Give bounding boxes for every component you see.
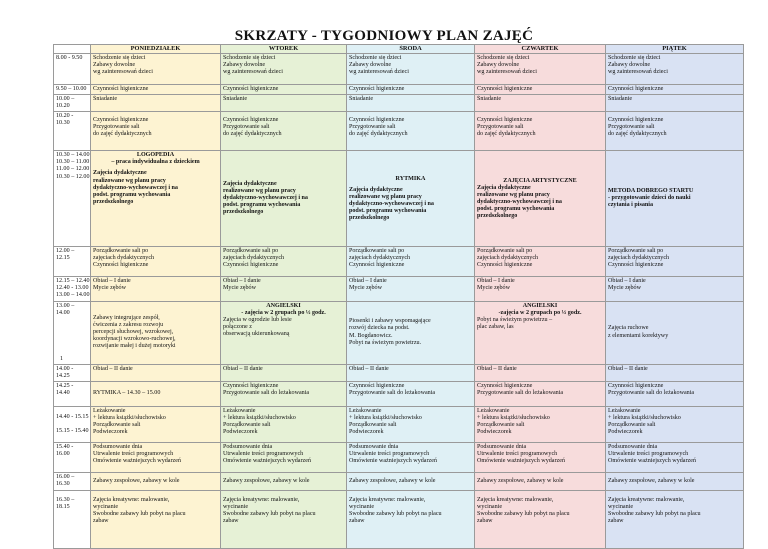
activity-cell — [347, 301, 475, 364]
activity-cell: Czynności higieniczne — [606, 85, 744, 95]
activity-line: zajęciach dydaktycznych — [477, 255, 539, 262]
activity-cell — [347, 54, 475, 85]
activity-cell: Śniadanie — [221, 95, 347, 112]
time-cell — [54, 406, 91, 442]
activity-cell: Obiad – II danie — [347, 364, 475, 381]
activity-line: przedszkolnego — [477, 212, 518, 219]
activity-heading: ANGIELSKI — [266, 302, 301, 309]
activity-line: Leżakowanie — [608, 407, 641, 414]
activity-line: obserwacją ukierunkowaną — [223, 330, 290, 337]
activity-line: Leżakowanie — [223, 407, 256, 414]
day-header-thursday: CZWARTEK — [475, 45, 606, 54]
activity-cell: Obiad – II danie — [221, 364, 347, 381]
activity-line: dydaktyczno-wychowawczej i na — [93, 184, 178, 191]
day-header-tuesday: WTOREK — [221, 45, 347, 54]
activity-line: podst. programu wychowania — [223, 202, 301, 209]
time-line: 12.15 – 12.40 — [56, 278, 90, 285]
activity-line: Schodzenie się dzieci — [223, 55, 276, 61]
activity-cell: Obiad – II danie — [475, 364, 606, 381]
activity-cell — [347, 381, 475, 406]
weekly-plan-table — [53, 44, 744, 549]
activity-line: Zajęcia dydaktyczne — [349, 186, 403, 193]
activity-line: Utrwalenie treści programowych — [349, 450, 430, 457]
activity-line: Podsumowanie dnia — [477, 443, 527, 450]
row-marker: 1 — [60, 356, 64, 363]
activity-line: Porządkowanie sali — [93, 421, 141, 428]
activity-line: Omówienie ważniejszych wydarzeń — [349, 457, 437, 464]
schedule-row — [54, 442, 744, 472]
time-line: 14.40 - 15.15 — [56, 413, 89, 420]
activity-cell — [606, 54, 744, 85]
activity-line: Zajęcia dydaktyczne — [223, 181, 277, 188]
activity-cell — [347, 442, 475, 472]
activity-line: Omówienie ważniejszych wydarzeń — [608, 457, 696, 464]
activity-line: Czynności higieniczne — [223, 117, 279, 124]
activity-line: zabaw — [349, 518, 365, 525]
activity-heading: RYTMIKA — [395, 175, 426, 182]
activity-line: Podsumowanie dnia — [349, 443, 399, 450]
schedule-row — [54, 301, 744, 364]
activity-line: wg zainteresowań dzieci — [477, 69, 537, 76]
time-line: 10.30 – 11.00 — [56, 159, 90, 166]
activity-line: Obiad – I danie — [223, 278, 261, 285]
day-header-monday: PONIEDZIAŁEK — [91, 45, 221, 54]
activity-line: wycinanie — [93, 503, 119, 510]
activity-line: Obiad – I danie — [608, 278, 646, 285]
activity-cell: Śniadanie — [475, 95, 606, 112]
activity-cell — [475, 301, 606, 364]
activity-line: do zajęć dydaktycznych — [477, 131, 536, 138]
activity-cell: RYTMIKA – 14.30 – 15.00 — [91, 381, 221, 406]
header-row — [54, 45, 744, 54]
time-line: 10.30 – 14.00 — [56, 152, 90, 159]
activity-cell — [606, 490, 744, 548]
activity-line: zabaw — [93, 518, 109, 525]
activity-line: podst. programu wychowania — [349, 207, 427, 214]
time-label: 13.00 – 14.00 — [56, 302, 75, 316]
activity-cell — [91, 301, 221, 364]
schedule-row — [54, 247, 744, 277]
schedule-row — [54, 112, 744, 151]
activity-line: Schodzenie się dzieci — [349, 55, 402, 61]
activity-cell — [475, 381, 606, 406]
activity-line: Zajęcia w ogrodzie lub lesie — [223, 316, 292, 323]
activity-line: Czynności higieniczne — [477, 262, 533, 269]
activity-cell — [347, 112, 475, 151]
activity-cell: Śniadanie — [606, 95, 744, 112]
activity-line: Czynności higieniczne — [477, 382, 533, 389]
activity-line: Czynności higieniczne — [608, 262, 664, 269]
activity-line: Zajęcia kreatywne: malowanie, — [223, 496, 300, 503]
schedule-row — [54, 364, 744, 381]
activity-cell — [475, 112, 606, 151]
activity-line: Obiad – I danie — [477, 278, 515, 285]
activity-line: zajęciach dydaktycznych — [223, 255, 285, 262]
activity-line: Zajęcia kreatywne: malowanie, — [477, 496, 554, 503]
activity-line: Swobodne zabawy lub pobyt na placu — [349, 510, 442, 517]
activity-cell — [221, 277, 347, 301]
activity-line: koordynacji wzrokowo-ruchowej, — [93, 336, 176, 343]
activity-line: Mycie zębów — [608, 285, 641, 292]
activity-line: Porządkowanie sali — [223, 421, 271, 428]
activity-line: do zajęć dydaktycznych — [223, 131, 282, 138]
activity-cell — [221, 490, 347, 548]
activity-line: Przygotowanie sali — [223, 124, 270, 131]
activity-cell — [475, 277, 606, 301]
activity-line: Przygotowanie sali — [349, 124, 396, 131]
activity-cell: Czynności higieniczne — [347, 85, 475, 95]
time-cell: 10.00 – 10.20 — [54, 95, 91, 112]
activity-cell: Zabawy zespołowe, zabawy w kole — [475, 472, 606, 490]
activity-cell — [606, 112, 744, 151]
activity-line: Podwieczorek — [223, 429, 258, 436]
activity-line: Przygotowanie sali — [477, 124, 524, 131]
activity-line: przedszkolnego — [93, 198, 134, 205]
activity-cell — [347, 151, 475, 247]
activity-line: Przygotowanie sali — [608, 124, 655, 131]
activity-line: Obiad – I danie — [93, 278, 131, 285]
time-cell — [54, 301, 91, 364]
activity-line: dydaktyczno-wychowawczej i na — [349, 200, 434, 207]
activity-line: Leżakowanie — [477, 407, 510, 414]
activity-line: Czynności higieniczne — [349, 262, 405, 269]
activity-cell: Śniadanie — [347, 95, 475, 112]
time-cell — [54, 277, 91, 301]
activity-cell — [606, 406, 744, 442]
time-line: 15.15 - 15.40 — [56, 427, 89, 434]
activity-line: Zajęcia kreatywne: malowanie, — [608, 496, 685, 503]
activity-line: przedszkolnego — [223, 209, 264, 216]
activity-cell — [221, 442, 347, 472]
activity-cell — [91, 406, 221, 442]
activity-line: wg zainteresowań dzieci — [349, 69, 409, 76]
activity-line: Omówienie ważniejszych wydarzeń — [223, 457, 311, 464]
activity-line: przedszkolnego — [349, 214, 390, 221]
activity-line: Podwieczorek — [608, 429, 643, 436]
activity-subheading: -zajęcia w 2 grupach po ½ godz. — [498, 309, 582, 316]
activity-line: dydaktyczno-wychowawczej i na — [477, 198, 562, 205]
activity-cell — [606, 247, 744, 277]
activity-line: Swobodne zabawy lub pobyt na placu — [223, 510, 316, 517]
activity-line: zajęciach dydaktycznych — [349, 255, 411, 262]
header-time-cell — [54, 45, 91, 54]
activity-cell: Zabawy zespołowe, zabawy w kole — [221, 472, 347, 490]
activity-line: + lektura książki/słuchowisko — [223, 414, 296, 421]
activity-line: rozwijanie małej i dużej motoryki — [93, 343, 176, 350]
page-title: SKRZATY - TYGODNIOWY PLAN ZAJĘĆ — [234, 28, 534, 44]
activity-line: Zajęcia kreatywne: malowanie, — [93, 496, 170, 503]
activity-line: Czynności higieniczne — [349, 382, 405, 389]
time-cell: 9.50 – 10.00 — [54, 85, 91, 95]
activity-cell — [91, 277, 221, 301]
activity-line: Swobodne zabawy lub pobyt na placu — [608, 510, 701, 517]
activity-line: Utrwalenie treści programowych — [477, 450, 558, 457]
activity-line: Mycie zębów — [349, 285, 382, 292]
schedule-row — [54, 54, 744, 85]
activity-line: Przygotowanie sali do leżakowania — [608, 389, 695, 396]
schedule-row — [54, 472, 744, 490]
time-cell — [54, 151, 91, 247]
activity-subheading: – praca indywidualna z dzieckiem — [111, 159, 200, 166]
activity-line: M. Bogdanowicz. — [349, 332, 393, 339]
activity-cell: Zabawy zespołowe, zabawy w kole — [91, 472, 221, 490]
activity-cell — [606, 442, 744, 472]
activity-line: połączone z — [223, 323, 252, 330]
activity-line: Omówienie ważniejszych wydarzeń — [477, 457, 565, 464]
activity-cell — [347, 490, 475, 548]
activity-line: + lektura książki/słuchowisko — [93, 414, 166, 421]
activity-line: Zajęcia dydaktyczne — [93, 170, 147, 177]
activity-line: Podwieczorek — [349, 429, 384, 436]
activity-cell — [475, 442, 606, 472]
time-cell: 16.00 – 16.30 — [54, 472, 91, 490]
activity-line: zabaw — [477, 518, 493, 525]
activity-cell — [606, 277, 744, 301]
activity-line: Porządkowanie sali — [349, 421, 397, 428]
activity-line: Czynności higieniczne — [349, 117, 405, 124]
time-line: 13.00 – 14.00 — [56, 292, 90, 299]
time-cell: 14.25 - 14.40 — [54, 381, 91, 406]
activity-cell: Zabawy zespołowe, zabawy w kole — [606, 472, 744, 490]
activity-line: Zajęcia dydaktyczne — [477, 184, 531, 191]
activity-cell — [347, 247, 475, 277]
activity-line: Schodzenie się dzieci — [93, 55, 146, 61]
activity-line: Czynności higieniczne — [477, 117, 533, 124]
activity-line: Podwieczorek — [93, 429, 128, 436]
time-line: 12.40 - 13.00 — [56, 285, 89, 292]
activity-cell: Czynności higieniczne — [91, 85, 221, 95]
activity-line: Porządkowanie sali po — [223, 248, 279, 255]
activity-line: Czynności higieniczne — [223, 262, 279, 269]
activity-line: Leżakowanie — [93, 407, 126, 414]
activity-line: realizowane wg planu pracy — [349, 193, 422, 200]
activity-cell — [475, 151, 606, 247]
activity-cell: Śniadanie — [91, 95, 221, 112]
activity-line: do zajęć dydaktycznych — [93, 131, 152, 138]
activity-line: dydaktyczno-wychowawczej i na — [223, 195, 308, 202]
activity-line: Utrwalenie treści programowych — [223, 450, 304, 457]
activity-line: wycinanie — [349, 503, 375, 510]
activity-line: realizowane wg planu pracy — [477, 191, 550, 198]
activity-line: Przygotowanie sali — [93, 124, 140, 131]
activity-line: zajęciach dydaktycznych — [93, 255, 155, 262]
activity-line: rozwój dziecka na podst. — [349, 325, 410, 332]
activity-line: Czynności higieniczne — [223, 382, 279, 389]
activity-line: Podsumowanie dnia — [93, 443, 143, 450]
time-cell: 12.00 – 12.15 — [54, 247, 91, 277]
activity-line: Swobodne zabawy lub pobyt na placu — [477, 510, 570, 517]
activity-line: Schodzenie się dzieci — [477, 55, 530, 61]
activity-line: Utrwalenie treści programowych — [608, 450, 689, 457]
activity-line: Przygotowanie sali do leżakowania — [349, 389, 436, 396]
activity-line: podst. programu wychowania — [93, 191, 171, 198]
activity-line: Porządkowanie sali po — [349, 248, 405, 255]
activity-cell: Obiad – II danie — [606, 364, 744, 381]
activity-line: Zajęcia ruchowe — [608, 325, 649, 332]
activity-cell — [91, 247, 221, 277]
activity-cell — [475, 247, 606, 277]
activity-line: zabaw — [223, 518, 239, 525]
activity-line: METODA DOBREGO STARTU — [608, 188, 694, 195]
activity-line: z elementami korektywy — [608, 332, 669, 339]
activity-line: Schodzenie się dzieci — [608, 55, 661, 61]
activity-cell — [606, 151, 744, 247]
activity-cell — [221, 247, 347, 277]
activity-line: percepcji słuchowej, wzrokowej, — [93, 329, 174, 336]
activity-cell — [91, 442, 221, 472]
activity-line: do zajęć dydaktycznych — [608, 131, 667, 138]
activity-line: + lektura książki/słuchowisko — [608, 414, 681, 421]
schedule-row — [54, 277, 744, 301]
day-header-friday: PIĄTEK — [606, 45, 744, 54]
activity-line: Czynności higieniczne — [93, 117, 149, 124]
activity-line: wycinanie — [608, 503, 634, 510]
activity-line: zajęciach dydaktycznych — [608, 255, 670, 262]
activity-line: + lektura książki/słuchowisko — [349, 414, 422, 421]
activity-line: Czynności higieniczne — [93, 262, 149, 269]
schedule-row — [54, 85, 744, 95]
activity-subheading: - zajęcia w 2 grupach po ½ godz. — [241, 309, 326, 316]
activity-line: Mycie zębów — [223, 285, 256, 292]
activity-cell — [91, 151, 221, 247]
activity-line: Zabawy dowolne — [477, 62, 520, 69]
activity-cell: Czynności higieniczne — [475, 85, 606, 95]
activity-cell — [221, 54, 347, 85]
activity-line: realizowane wg planu pracy — [93, 177, 166, 184]
activity-cell — [221, 112, 347, 151]
time-cell: 10.20 - 10.30 — [54, 112, 91, 151]
activity-cell — [221, 406, 347, 442]
activity-line: Porządkowanie sali po — [477, 248, 533, 255]
time-cell: 15.40 - 16.00 — [54, 442, 91, 472]
activity-line: do zajęć dydaktycznych — [349, 131, 408, 138]
activity-line: Leżakowanie — [349, 407, 382, 414]
activity-cell — [475, 490, 606, 548]
activity-line: Obiad – I danie — [349, 278, 387, 285]
time-cell: 8.00 - 9.50 — [54, 54, 91, 85]
activity-line: Porządkowanie sali po — [93, 248, 149, 255]
activity-cell — [347, 277, 475, 301]
activity-line: Mycie zębów — [93, 285, 126, 292]
activity-cell — [606, 301, 744, 364]
activity-line: Zabawy dowolne — [223, 62, 266, 69]
activity-line: Mycie zębów — [477, 285, 510, 292]
activity-line: Podwieczorek — [477, 429, 512, 436]
activity-line: Porządkowanie sali po — [608, 248, 664, 255]
activity-heading: ANGIELSKI — [522, 302, 558, 309]
schedule-row — [54, 490, 744, 548]
activity-line: Piosenki i zabawy wspomagające — [349, 318, 431, 325]
activity-line: Zabawy integrujące zespół, — [93, 314, 160, 321]
activity-line: ćwiczenia z zakresu rozwoju — [93, 321, 164, 328]
activity-cell — [91, 490, 221, 548]
activity-line: wycinanie — [477, 503, 503, 510]
activity-cell: Czynności higieniczne — [221, 85, 347, 95]
activity-line: Czynności higieniczne — [608, 382, 664, 389]
activity-cell: Zabawy zespołowe, zabawy w kole — [347, 472, 475, 490]
activity-line: wg zainteresowań dzieci — [223, 69, 283, 76]
activity-line: Porządkowanie sali — [477, 421, 525, 428]
activity-line: wg zainteresowań dzieci — [608, 69, 668, 76]
activity-heading: ZAJĘCIA ARTYSTYCZNE — [503, 177, 577, 184]
activity-line: Podsumowanie dnia — [608, 443, 658, 450]
activity-cell — [347, 406, 475, 442]
activity-line: Porządkowanie sali — [608, 421, 656, 428]
activity-cell — [221, 151, 347, 247]
time-line: 11.00 – 12.00 — [56, 166, 90, 173]
activity-cell — [221, 301, 347, 364]
activity-cell: Obiad – II danie — [91, 364, 221, 381]
activity-line: Podsumowanie dnia — [223, 443, 273, 450]
activity-line: podst. programu wychowania — [477, 205, 555, 212]
schedule-row — [54, 406, 744, 442]
activity-line: Swobodne zabawy lub pobyt na placu — [93, 510, 186, 517]
activity-line: Zabawy dowolne — [93, 62, 136, 69]
activity-line: zabaw — [608, 518, 624, 525]
schedule-row — [54, 151, 744, 247]
activity-line: Przygotowanie sali do leżakowania — [477, 389, 564, 396]
day-header-wednesday: ŚRODA — [347, 45, 475, 54]
activity-line: - przygotowanie dzieci do nauki — [608, 195, 691, 202]
activity-line: Omówienie ważniejszych wydarzeń — [93, 457, 181, 464]
activity-line: Czynności higieniczne — [608, 117, 664, 124]
activity-line: Utrwalenie treści programowych — [93, 450, 174, 457]
activity-line: Pobyt na świeżym powietrzu – — [477, 316, 553, 323]
activity-line: czytania i pisania — [608, 202, 654, 209]
activity-line: Zabawy dowolne — [349, 62, 392, 69]
activity-line: Zajęcia kreatywne: malowanie, — [349, 496, 426, 503]
activity-cell — [475, 54, 606, 85]
activity-cell — [606, 381, 744, 406]
schedule-row — [54, 381, 744, 406]
time-line: 10.30 – 12.00 — [56, 173, 90, 180]
activity-line: wg zainteresowań dzieci — [93, 69, 153, 76]
activity-heading: LOGOPEDIA — [136, 152, 175, 159]
activity-line: Przygotowanie sali do leżakowania — [223, 389, 310, 396]
activity-cell — [221, 381, 347, 406]
activity-line: Pobyt na świeżym powietrzu. — [349, 339, 422, 346]
activity-cell — [475, 406, 606, 442]
activity-cell — [91, 112, 221, 151]
activity-line: Zabawy dowolne — [608, 62, 651, 69]
activity-line: realizowane wg planu pracy — [223, 188, 296, 195]
activity-cell — [91, 54, 221, 85]
time-cell: 14.00 - 14.25 — [54, 364, 91, 381]
time-cell: 16.30 – 18.15 — [54, 490, 91, 548]
activity-line: wycinanie — [223, 503, 249, 510]
activity-line: + lektura książki/słuchowisko — [477, 414, 550, 421]
schedule-row — [54, 95, 744, 112]
activity-line: plac zabaw, las — [477, 323, 514, 330]
